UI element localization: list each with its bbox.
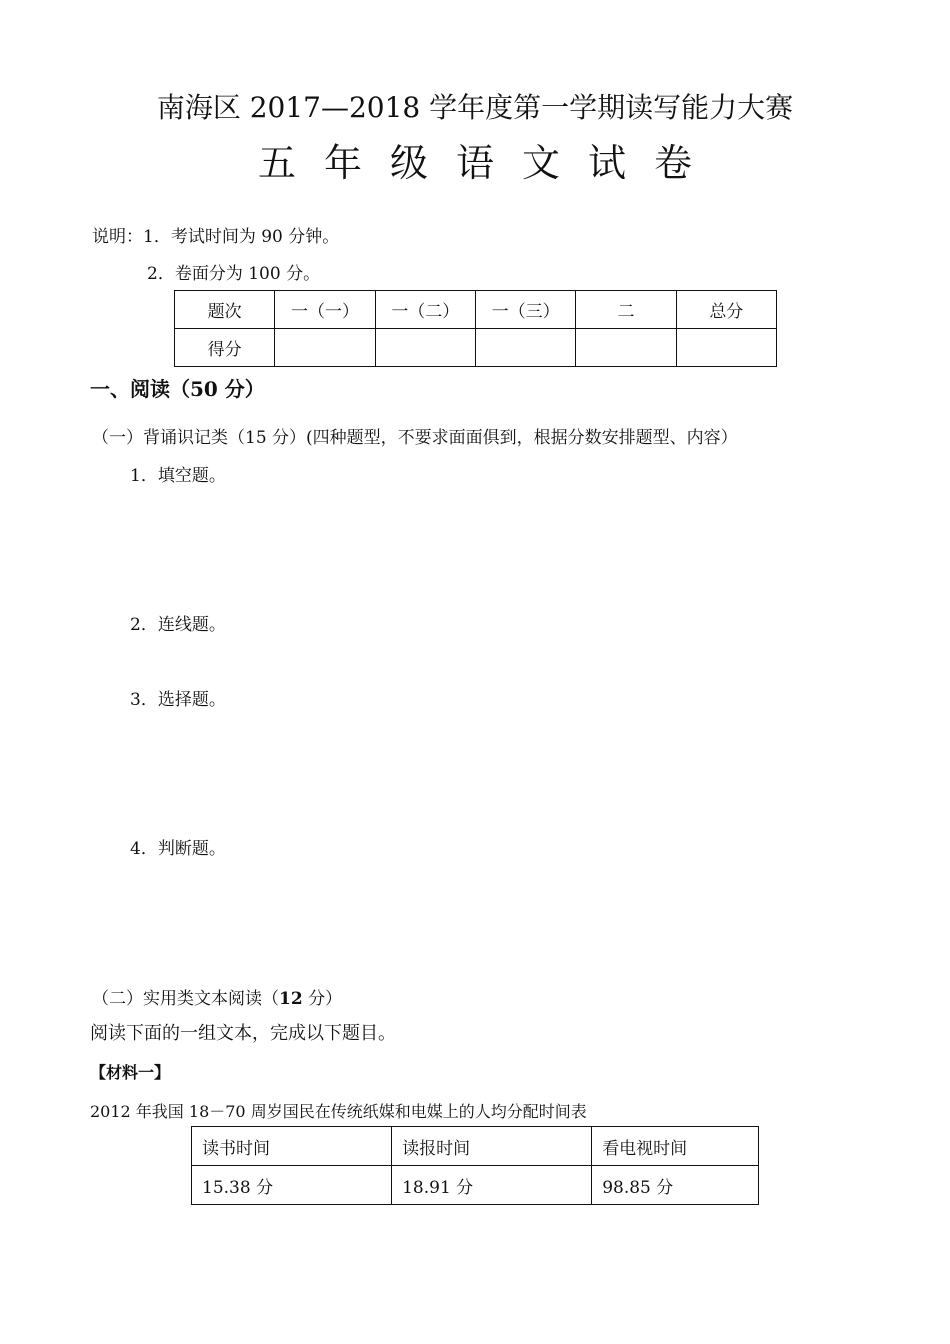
exam-title: 五年级语文试卷 [257,141,720,185]
instruction-line-2: 2．卷面分为 100 分。 [147,264,321,284]
score-header-cell: 一（一） [275,291,375,329]
score-cell[interactable] [375,329,475,367]
table-header-cell: 看电视时间 [592,1127,759,1166]
reading-time-table [191,1126,759,1205]
part2-heading-suffix: 分） [302,989,343,1009]
question-matching: 2．连线题。 [130,615,226,635]
table-cell: 15.38 分 [192,1166,392,1205]
part2-heading [92,984,342,1009]
score-cell[interactable] [475,329,575,367]
score-cell[interactable] [576,329,676,367]
question-fill-blank: 1．填空题。 [130,466,226,486]
part1-heading: （一）背诵识记类（15 分）(四种题型，不要求面面俱到，根据分数安排题型、内容） [92,428,738,448]
table-row [192,1166,759,1205]
score-cell[interactable] [676,329,776,367]
part2-heading-prefix: （二）实用类文本阅读（ [92,989,279,1009]
table-cell: 98.85 分 [592,1166,759,1205]
question-true-false: 4．判断题。 [130,839,226,859]
instruction-line-1: 说明：1．考试时间为 90 分钟。 [92,227,340,247]
section-heading-reading: 一、阅读（50 分） [90,377,265,401]
table-caption: 2012 年我国 18－70 周岁国民在传统纸媒和电媒上的人均分配时间表 [90,1102,587,1121]
table-header-cell: 读报时间 [392,1127,592,1166]
score-row-label: 得分 [175,329,275,367]
table-cell: 18.91 分 [392,1166,592,1205]
material-label: 【材料一】 [90,1063,171,1082]
score-table-header-row [175,291,777,329]
score-table [174,290,777,367]
score-header-cell: 一（二） [375,291,475,329]
score-header-cell: 总分 [676,291,776,329]
score-header-cell: 一（三） [475,291,575,329]
table-header-cell: 读书时间 [192,1127,392,1166]
part2-heading-points: 12 [279,989,303,1009]
score-table-score-row [175,329,777,367]
part2-instruction: 阅读下面的一组文本，完成以下题目。 [90,1023,396,1044]
question-multiple-choice: 3．选择题。 [130,690,226,710]
score-header-cell: 二 [576,291,676,329]
contest-title: 南海区 2017—2018 学年度第一学期读写能力大赛 [156,91,794,124]
table-header-row [192,1127,759,1166]
score-header-cell: 题次 [175,291,275,329]
score-cell[interactable] [275,329,375,367]
